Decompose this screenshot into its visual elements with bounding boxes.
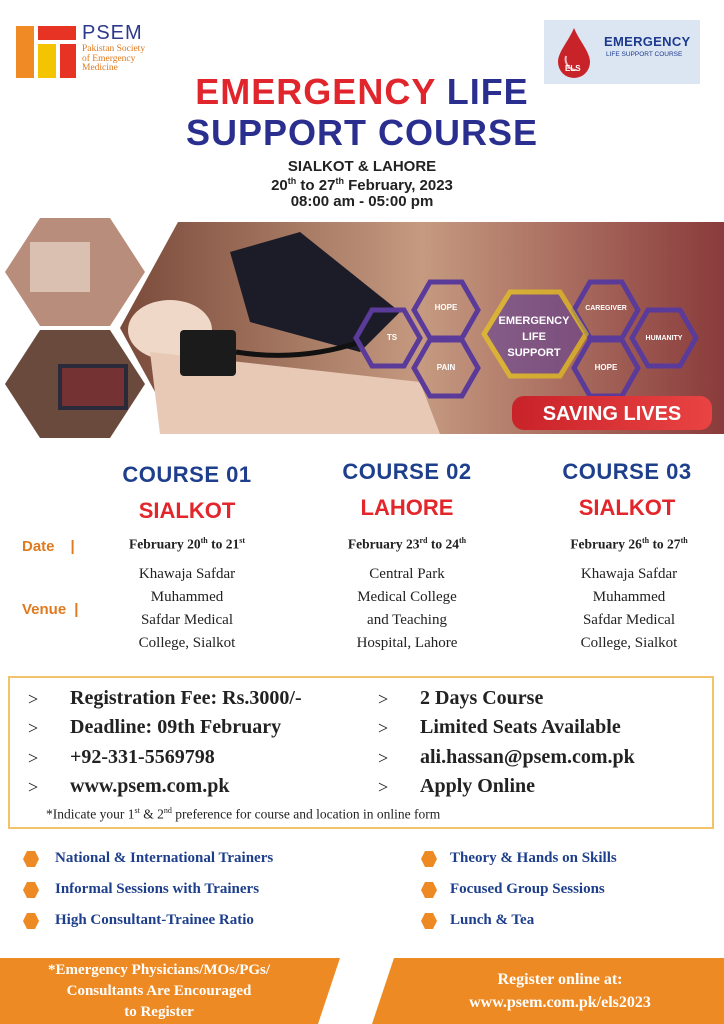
page-title-line1 <box>0 72 724 112</box>
els-badge: ELS <box>565 64 581 73</box>
course-02-venue: Central Park Medical College and Teaching Hospital, Lahore <box>356 566 458 651</box>
bullet-marker: > <box>378 748 389 768</box>
psem-logo-mark <box>16 26 76 78</box>
course-city: SIALKOT <box>578 495 676 520</box>
bullet-marker: > <box>28 689 39 709</box>
feature-item: Focused Group Sessions <box>450 881 605 897</box>
title-life: LIFE <box>446 71 529 112</box>
els-title: EMERGENCY <box>604 34 691 49</box>
psem-subtitle: Pakistan Society of Emergency Medicine <box>82 44 146 73</box>
hex-center-line2: LIFE <box>522 331 546 343</box>
locations: SIALKOT & LAHORE <box>287 158 437 175</box>
psem-name: PSEM <box>82 22 143 44</box>
venue-label: Venue | <box>22 601 79 618</box>
hexagon-bullet-icon <box>22 912 40 930</box>
registration-fee: Registration Fee: Rs.3000/- <box>70 687 302 709</box>
feature-item: Informal Sessions with Trainers <box>55 881 260 897</box>
bullet-marker: > <box>378 718 389 738</box>
course-title: COURSE 01 <box>122 462 252 487</box>
course-city: LAHORE <box>360 495 454 520</box>
hexagon-bullet-icon <box>22 850 40 868</box>
seats-notice: Limited Seats Available <box>420 716 621 738</box>
bullet-marker: > <box>378 777 389 797</box>
bullet-marker: > <box>28 777 39 797</box>
preference-note: *Indicate your 1st & 2nd preference for course and location in online form <box>46 806 441 822</box>
course-03-date: February 26th to 27th <box>570 536 688 552</box>
hex-word-humanity: HUMANITY <box>645 335 683 342</box>
course-01-venue: Khawaja Safdar Muhammed Safdar Medical College, Sialkot <box>138 566 236 651</box>
hex-word-hope-2: HOPE <box>594 363 618 372</box>
hex-word-pain: PAIN <box>436 363 456 372</box>
els-subtitle: LIFE SUPPORT COURSE <box>606 51 683 58</box>
feature-item: High Consultant-Trainee Ratio <box>55 912 254 928</box>
course-02 <box>312 459 502 521</box>
bullet-marker: > <box>378 689 389 709</box>
saving-lives-text: SAVING LIVES <box>542 403 682 425</box>
feature-item: National & International Trainers <box>55 850 274 866</box>
feature-item: Theory & Hands on Skills <box>450 850 617 866</box>
course-title: COURSE 03 <box>562 459 692 484</box>
website-link[interactable]: www.psem.com.pk <box>70 775 230 797</box>
hexagon-bullet-icon <box>420 912 438 930</box>
register-online[interactable]: Register online at: www.psem.com.pk/els2023 <box>469 971 651 1011</box>
phone-number[interactable]: +92-331-5569798 <box>70 746 215 768</box>
hex-word-caregiver: CAREGIVER <box>585 305 627 312</box>
hex-word-ts: TS <box>386 333 398 342</box>
course-duration: 2 Days Course <box>420 687 544 709</box>
deadline: Deadline: 09th February <box>70 716 282 738</box>
apply-online[interactable]: Apply Online <box>420 775 536 797</box>
eligibility-note: *Emergency Physicians/MOs/PGs/ Consultants Are Encouraged to Register <box>47 962 271 1020</box>
hex-center-line3: SUPPORT <box>507 347 561 359</box>
date-range: 20th to 27th February, 2023 <box>271 176 453 194</box>
page-title-line2: SUPPORT COURSE <box>185 112 539 153</box>
course-01 <box>92 462 282 524</box>
hexagon-bullet-icon <box>420 850 438 868</box>
title-emergency: EMERGENCY <box>195 71 436 112</box>
hex-word-hope-1: HOPE <box>434 303 458 312</box>
course-03 <box>532 459 722 521</box>
course-02-date: February 23rd to 24th <box>347 536 467 552</box>
feature-item: Lunch & Tea <box>450 912 535 928</box>
course-title: COURSE 02 <box>342 459 472 484</box>
hero-banner <box>0 212 724 444</box>
date-label: Date | <box>22 538 75 555</box>
bullet-marker: > <box>28 718 39 738</box>
time-range: 08:00 am - 05:00 pm <box>290 193 434 210</box>
course-city: SIALKOT <box>138 498 236 523</box>
hexagon-bullet-icon <box>22 881 40 899</box>
hex-center-line1: EMERGENCY <box>498 315 570 327</box>
hexagon-bullet-icon <box>420 881 438 899</box>
bullet-marker: > <box>28 748 39 768</box>
course-01-date: February 20th to 21st <box>128 536 246 552</box>
course-03-venue: Khawaja Safdar Muhammed Safdar Medical College, Sialkot <box>580 566 678 651</box>
email-link[interactable]: ali.hassan@psem.com.pk <box>420 746 635 768</box>
